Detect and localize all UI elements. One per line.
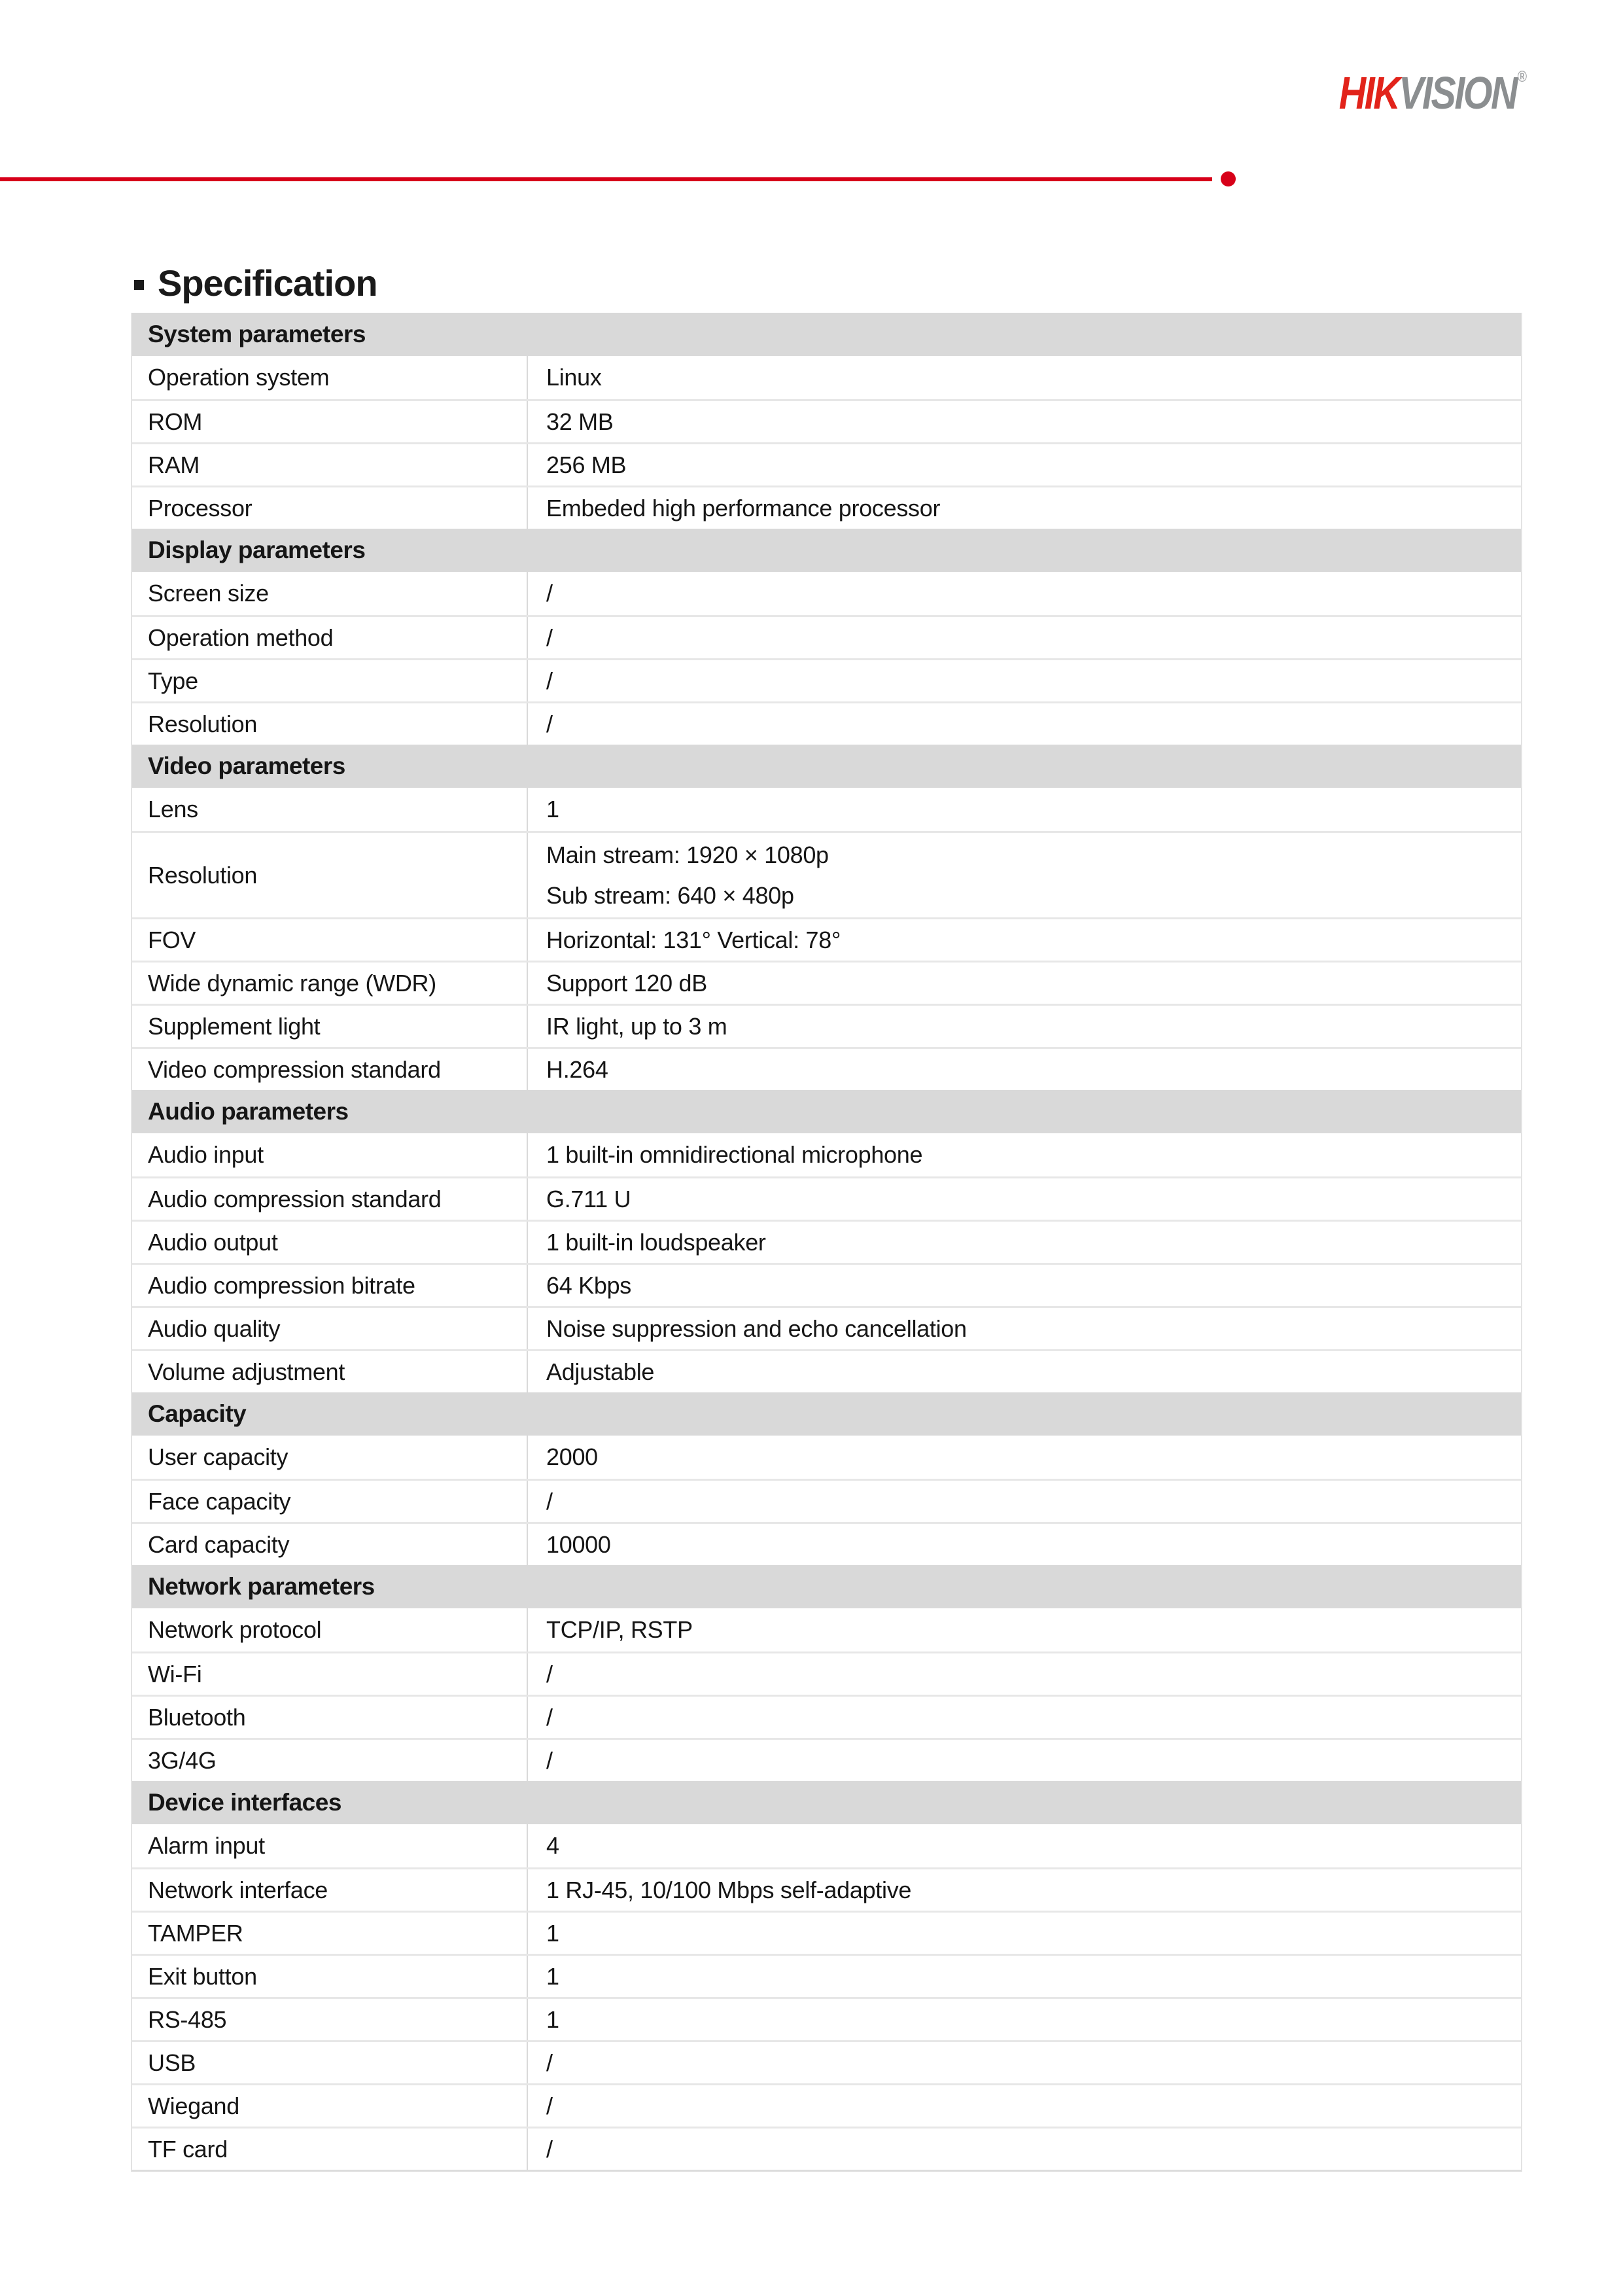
hikvision-logo xyxy=(1339,67,1526,119)
table-row xyxy=(132,1176,1521,1220)
row-label: Audio compression standard xyxy=(132,1178,528,1220)
row-value-line: Sub stream: 640 × 480p xyxy=(546,881,794,909)
section-title xyxy=(134,262,377,304)
row-value: / xyxy=(546,667,553,694)
row-label: Network interface xyxy=(132,1869,528,1911)
section-header-row: Display parameters xyxy=(132,529,1521,572)
table-row xyxy=(132,2040,1521,2083)
row-value: 1 RJ-45, 10/100 Mbps self-adaptive xyxy=(546,1876,912,1903)
row-value: Embeded high performance processor xyxy=(546,494,941,521)
row-value: 1 xyxy=(546,1962,559,1990)
row-label: Card capacity xyxy=(132,1524,528,1565)
row-value: / xyxy=(546,1660,553,1687)
table-row xyxy=(132,788,1521,831)
row-value: 64 Kbps xyxy=(546,1271,631,1299)
row-label: RAM xyxy=(132,444,528,486)
table-row xyxy=(132,2083,1521,2127)
table-row xyxy=(132,1911,1521,1954)
table-row xyxy=(132,1047,1521,1090)
table-row xyxy=(132,2127,1521,2170)
table-row xyxy=(132,1824,1521,1867)
table-row xyxy=(132,442,1521,486)
row-value: 32 MB xyxy=(546,408,614,435)
table-row xyxy=(132,1695,1521,1738)
row-label: Type xyxy=(132,660,528,701)
table-row xyxy=(132,1651,1521,1695)
row-label: Exit button xyxy=(132,1956,528,1997)
table-row xyxy=(132,572,1521,615)
row-label: Bluetooth xyxy=(132,1697,528,1738)
row-value-line: Main stream: 1920 × 1080p xyxy=(546,841,829,868)
row-value: 1 xyxy=(546,796,559,822)
row-value: 4 xyxy=(546,1832,559,1859)
row-value: TCP/IP, RSTP xyxy=(546,1616,693,1643)
row-label: Video compression standard xyxy=(132,1049,528,1090)
row-label: Volume adjustment xyxy=(132,1351,528,1392)
table-row xyxy=(132,1349,1521,1392)
registered-trademark-icon: ® xyxy=(1518,68,1527,86)
row-value: / xyxy=(546,2092,553,2119)
table-row xyxy=(132,1997,1521,2040)
row-label: 3G/4G xyxy=(132,1740,528,1781)
section-header-row: Network parameters xyxy=(132,1565,1521,1608)
table-row xyxy=(132,399,1521,442)
row-label: Face capacity xyxy=(132,1481,528,1522)
table-row xyxy=(132,615,1521,658)
row-label: Wide dynamic range (WDR) xyxy=(132,963,528,1004)
row-value: 1 built-in loudspeaker xyxy=(546,1228,766,1256)
logo-vision: VISION xyxy=(1399,67,1517,118)
row-value: Horizontal: 131° Vertical: 78° xyxy=(546,926,841,953)
row-label: Processor xyxy=(132,487,528,529)
row-value: Noise suppression and echo cancellation xyxy=(546,1315,967,1342)
spec-table xyxy=(131,313,1522,2172)
section-header-row: System parameters xyxy=(132,313,1521,356)
row-value: / xyxy=(546,2049,553,2076)
row-value: 1 xyxy=(546,1919,559,1947)
row-label: TF card xyxy=(132,2128,528,2170)
table-row xyxy=(132,1738,1521,1781)
row-label: Operation method xyxy=(132,617,528,658)
row-value: / xyxy=(546,580,553,607)
table-row xyxy=(132,1004,1521,1047)
row-value: Support 120 dB xyxy=(546,969,707,997)
table-row xyxy=(132,1954,1521,1997)
table-row xyxy=(132,917,1521,961)
square-bullet-icon xyxy=(134,280,144,290)
table-row xyxy=(132,486,1521,529)
row-value: IR light, up to 3 m xyxy=(546,1012,727,1040)
header-rule xyxy=(0,177,1212,181)
table-row xyxy=(132,1263,1521,1306)
section-header-row: Audio parameters xyxy=(132,1090,1521,1133)
table-row xyxy=(132,1220,1521,1263)
row-label: Supplement light xyxy=(132,1006,528,1047)
row-value: / xyxy=(546,710,553,737)
row-label: Screen size xyxy=(132,572,528,615)
row-value: / xyxy=(546,1746,553,1774)
row-value: Linux xyxy=(546,364,602,391)
table-row xyxy=(132,1306,1521,1349)
table-row xyxy=(132,1522,1521,1565)
row-label: User capacity xyxy=(132,1436,528,1479)
row-label: Wiegand xyxy=(132,2085,528,2127)
table-row xyxy=(132,961,1521,1004)
row-label: Resolution xyxy=(132,833,528,917)
row-label: Audio compression bitrate xyxy=(132,1265,528,1306)
section-header-row: Video parameters xyxy=(132,745,1521,788)
row-label: Wi-Fi xyxy=(132,1653,528,1695)
row-label: Operation system xyxy=(132,356,528,399)
table-row xyxy=(132,1133,1521,1176)
row-value: Adjustable xyxy=(546,1358,655,1385)
row-label: FOV xyxy=(132,919,528,961)
row-label: Lens xyxy=(132,788,528,831)
row-label: Audio quality xyxy=(132,1308,528,1349)
row-value: G.711 U xyxy=(546,1185,631,1212)
row-label: ROM xyxy=(132,401,528,442)
table-row xyxy=(132,701,1521,745)
row-label: Alarm input xyxy=(132,1824,528,1867)
row-value: / xyxy=(546,624,553,651)
row-label: Resolution xyxy=(132,703,528,745)
row-label: Audio output xyxy=(132,1222,528,1263)
page-title: Specification xyxy=(158,262,377,304)
table-row xyxy=(132,1479,1521,1522)
table-row xyxy=(132,1608,1521,1651)
section-header-row: Capacity xyxy=(132,1392,1521,1436)
row-value: 256 MB xyxy=(546,451,627,478)
row-value: 1 built-in omnidirectional microphone xyxy=(546,1141,923,1168)
table-row xyxy=(132,356,1521,399)
row-value: 2000 xyxy=(546,1443,598,1470)
row-label: USB xyxy=(132,2042,528,2083)
row-value: / xyxy=(546,2135,553,2163)
row-label: TAMPER xyxy=(132,1913,528,1954)
row-value: 1 xyxy=(546,2005,559,2033)
row-label: RS-485 xyxy=(132,1999,528,2040)
table-row xyxy=(132,1867,1521,1911)
row-value xyxy=(528,833,1521,917)
row-value: H.264 xyxy=(546,1055,608,1083)
table-row xyxy=(132,831,1521,917)
section-header-row: Device interfaces xyxy=(132,1781,1521,1824)
row-value: / xyxy=(546,1487,553,1515)
header-rule-dot xyxy=(1221,171,1236,186)
logo-hik: HIK xyxy=(1339,67,1399,118)
table-row xyxy=(132,1436,1521,1479)
row-label: Network protocol xyxy=(132,1608,528,1651)
row-value: 10000 xyxy=(546,1530,611,1558)
row-label: Audio input xyxy=(132,1133,528,1176)
table-row xyxy=(132,658,1521,701)
row-value: / xyxy=(546,1703,553,1731)
